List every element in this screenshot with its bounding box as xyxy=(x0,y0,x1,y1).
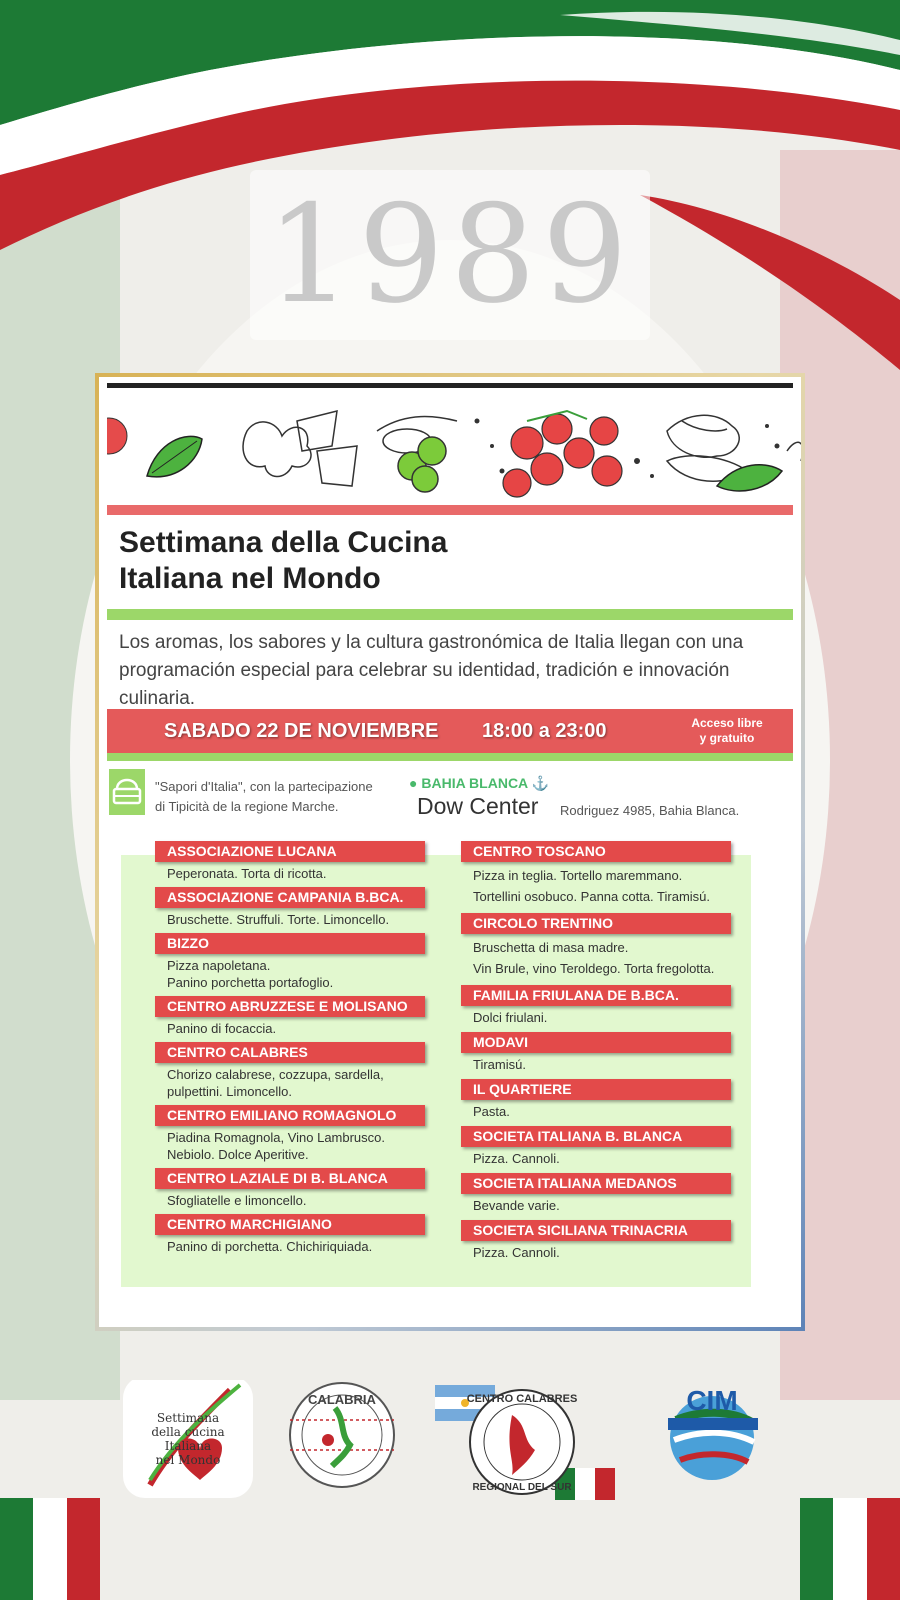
vendor-dishes: Pizza in teglia. Tortello maremmano. Tortellini osobuco. Panna cotta. Tiramisú. xyxy=(473,868,711,904)
settimana-logo xyxy=(123,1380,253,1498)
vendor-name: CENTRO EMILIANO ROMAGNOLO xyxy=(155,1105,425,1126)
vendor-dishes: Bevande varie. xyxy=(473,1198,560,1213)
vendor-name: SOCIETA ITALIANA B. BLANCA xyxy=(461,1126,731,1147)
vendor-name: CENTRO TOSCANO xyxy=(461,841,731,862)
menu-item xyxy=(461,1126,731,1167)
event-poster xyxy=(95,373,805,1331)
svg-text:REGIONAL DEL SUR: REGIONAL DEL SUR xyxy=(472,1482,572,1493)
top-divider xyxy=(107,383,793,388)
italian-flag-left xyxy=(0,1498,100,1600)
menu-item xyxy=(155,887,425,928)
location: ● BAHIA BLANCA ⚓ xyxy=(409,775,549,791)
cim-logo xyxy=(668,1385,758,1480)
map-pin-icon: ● xyxy=(409,775,418,791)
menu-item xyxy=(461,1032,731,1073)
year-1989-watermark: 1989 xyxy=(250,170,650,340)
intro-text: Los aromas, los sabores y la cultura gastronómica de Italia llegan con una programación especial para celebrar su identidad, tradición e innovación culinaria. xyxy=(119,632,744,709)
vendor-name: FAMILIA FRIULANA DE B.BCA. xyxy=(461,985,731,1006)
vendor-dishes: Chorizo calabrese, cozzupa, sardella, pulpettini. Limoncello. xyxy=(167,1067,384,1099)
vendor-dishes: Dolci friulani. xyxy=(473,1010,548,1025)
poster-content xyxy=(99,377,801,1327)
sapori-note: "Sapori d'Italia", con la partecipazione di Tipicità de la regione Marche. xyxy=(155,779,373,814)
venue-name: Dow Center xyxy=(417,793,539,819)
venue-address: Rodriguez 4985, Bahia Blanca. xyxy=(560,803,740,818)
menu-item xyxy=(155,1168,425,1209)
vendor-name: SOCIETA ITALIANA MEDANOS xyxy=(461,1173,731,1194)
vendor-name: CENTRO ABRUZZESE E MOLISANO xyxy=(155,996,425,1017)
vendor-name: MODAVI xyxy=(461,1032,731,1053)
vendor-dishes: Panino di porchetta. Chichiriquiada. xyxy=(167,1239,373,1254)
menu-item xyxy=(155,933,425,991)
vendor-dishes: Sfogliatelle e limoncello. xyxy=(167,1193,307,1208)
menu-column-left xyxy=(155,841,425,1255)
green-divider-2 xyxy=(107,753,793,761)
red-divider xyxy=(107,505,793,515)
event-date: SABADO 22 DE NOVIEMBRE xyxy=(164,720,439,742)
vendor-name: BIZZO xyxy=(155,933,425,954)
page-title: Settimana della Cucina Italiana nel Mondo xyxy=(119,526,448,595)
anchor-icon: ⚓ xyxy=(531,775,549,791)
vendor-name: CENTRO MARCHIGIANO xyxy=(155,1214,425,1235)
svg-text:Italiana: Italiana xyxy=(164,1439,212,1453)
menu-item xyxy=(461,913,731,979)
vendor-dishes: Pasta. xyxy=(473,1104,510,1119)
menu-column-right xyxy=(461,841,731,1261)
vendor-dishes: Pizza. Cannoli. xyxy=(473,1151,560,1166)
vendor-name: ASSOCIAZIONE LUCANA xyxy=(155,841,425,862)
svg-text:della cucina: della cucina xyxy=(151,1425,225,1439)
menu-item xyxy=(461,1220,731,1261)
centro-calabres-logo xyxy=(435,1385,615,1500)
vendor-dishes: Tiramisú. xyxy=(473,1057,526,1072)
vendor-name: ASSOCIAZIONE CAMPANIA B.BCA. xyxy=(155,887,425,908)
vendor-name: IL QUARTIERE xyxy=(461,1079,731,1100)
menu-item xyxy=(155,996,425,1037)
green-divider xyxy=(107,609,793,620)
sponsor-logos xyxy=(0,1380,900,1500)
cim-logo-text: CIM xyxy=(686,1385,738,1416)
vendor-name: CIRCOLO TRENTINO xyxy=(461,913,731,934)
vendor-name: CENTRO CALABRES xyxy=(155,1042,425,1063)
menu-item xyxy=(461,1079,731,1120)
italian-flag-right xyxy=(800,1498,900,1600)
centro-calabres-logo-text: CENTRO CALABRES xyxy=(466,1393,578,1405)
vendor-dishes: Pizza napoletana. Panino porchetta portafoglio. xyxy=(167,958,334,990)
access-note: Acceso libre y gratuito xyxy=(691,716,763,745)
vendor-dishes: Bruschetta di masa madre. Vin Brule, vino Teroldego. Torta fregolotta. xyxy=(473,940,715,976)
vendor-name: CENTRO LAZIALE DI B. BLANCA xyxy=(155,1168,425,1189)
menu-item xyxy=(461,1173,731,1214)
svg-text:nel Mondo: nel Mondo xyxy=(155,1453,221,1467)
event-date-banner xyxy=(107,709,793,753)
vendor-dishes: Bruschette. Struffuli. Torte. Limoncello. xyxy=(167,912,390,927)
event-time: 18:00 a 23:00 xyxy=(482,720,607,742)
settimana-logo-text: Settimana xyxy=(156,1411,220,1425)
menu-item xyxy=(155,841,425,882)
food-illustration xyxy=(107,391,801,503)
vendor-dishes: Pizza. Cannoli. xyxy=(473,1245,560,1260)
vendor-dishes: Panino di focaccia. xyxy=(167,1021,277,1036)
menu-item xyxy=(461,985,731,1026)
vendor-name: SOCIETA SICILIANA TRINACRIA xyxy=(461,1220,731,1241)
menu-item xyxy=(155,1214,425,1255)
menu-item xyxy=(461,841,731,907)
vendor-dishes: Piadina Romagnola, Vino Lambrusco. Nebiolo. Dolce Aperitive. xyxy=(167,1130,386,1162)
vendor-dishes: Peperonata. Torta di ricotta. xyxy=(167,866,327,881)
calabria-logo-text: CALABRIA xyxy=(308,1392,376,1407)
menu-item xyxy=(155,1105,425,1163)
calabria-logo xyxy=(290,1383,394,1487)
menu-item xyxy=(155,1042,425,1100)
basket-icon xyxy=(109,769,145,815)
